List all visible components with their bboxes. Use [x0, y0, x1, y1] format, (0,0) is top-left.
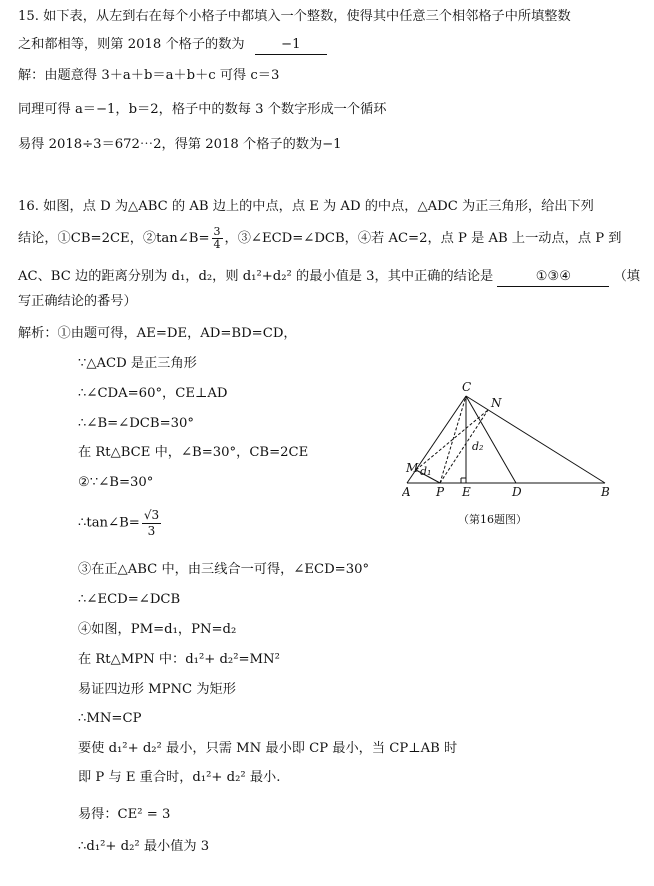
label-p: P [436, 485, 445, 499]
p16-question-part-a: 结论，①CB=2CE，②tan∠B= [18, 231, 210, 246]
tan-fraction-sqrt3-3 [142, 508, 161, 539]
label-m: M [406, 461, 419, 475]
p15-question-line-1: 15. 如下表，从左到右在每个小格子中都填入一个整数，使得其中任意三个相邻格子中所填整数 [18, 9, 571, 24]
p16-solution-line: 易得：CE² = 3 [78, 807, 171, 822]
p16-solution-line: ③在正△ABC 中，由三线合一可得，∠ECD=30° [78, 562, 370, 577]
label-n: N [491, 396, 502, 410]
label-d2: d₂ [472, 440, 484, 453]
p16-question-part-d: （填 [613, 269, 640, 284]
tan-fraction-3-4 [212, 226, 223, 251]
p16-question-line-2 [18, 226, 621, 251]
p16-solution-line: ∴∠B=∠DCB=30° [78, 416, 195, 431]
p16-solution-line: 在 Rt△BCE 中，∠B=30°，CB=2CE [78, 445, 309, 460]
p16-solution-line: 易证四边形 MPNC 为矩形 [78, 682, 236, 697]
fraction-numerator: √3 [143, 508, 160, 522]
label-d: D [512, 485, 522, 499]
segment-cb [466, 396, 605, 483]
p16-answer-blank: ①③④ [497, 268, 609, 287]
p15-question-line-2 [18, 36, 327, 55]
p16-solution-line: ∴∠ECD=∠DCB [78, 592, 181, 607]
label-d1: d₁ [420, 465, 432, 478]
triangle-figure [402, 380, 637, 530]
p15-solution-line-1: 解：由题意得 3＋a＋b＝a＋b＋c 可得 c＝3 [18, 68, 280, 83]
p16-solution-line: ④如图，PM=d₁，PN=d₂ [78, 622, 237, 637]
p16-solution-line: 即 P 与 E 重合时，d₁²+ d₂² 最小. [78, 770, 281, 785]
label-c: C [462, 380, 472, 394]
p16-solution-line: 在 Rt△MPN 中：d₁²+ d₂²=MN² [78, 652, 280, 667]
fraction-numerator: 3 [213, 225, 221, 238]
p16-question-part-b: ，③∠ECD=∠DCB，④若 AC=2，点 P 是 AB 上一动点，点 P 到 [224, 231, 622, 246]
p16-tan-line [78, 508, 161, 539]
p16-solution-line: ∴MN=CP [78, 711, 142, 726]
p16-solution-line: ∴d₁²+ d₂² 最小值为 3 [78, 839, 210, 854]
p16-solution-line: ∵△ACD 是正三角形 [78, 356, 197, 371]
label-a: A [402, 485, 411, 499]
tan-prefix: ∴tan∠B= [78, 515, 140, 531]
triangle-diagram [402, 380, 637, 530]
p16-question-line-4: 写正确结论的番号） [18, 294, 137, 309]
fraction-denominator: 4 [213, 238, 221, 251]
p16-question-line-1: 16. 如图，点 D 为△ABC 的 AB 边上的中点，点 E 为 AD 的中点，△ADC 为正三角形，给出下列 [18, 199, 594, 214]
p15-solution-line-3: 易得 2018÷3＝672⋯2，得第 2018 个格子的数为−1 [18, 137, 342, 152]
fraction-denominator: 3 [147, 524, 156, 538]
p16-solution-line: 解析：①由题可得，AE=DE，AD=BD=CD， [18, 326, 297, 341]
p15-question-text: 之和都相等，则第 2018 个格子的数为 [18, 37, 245, 52]
p16-question-part-c: AC、BC 边的距离分别为 d₁，d₂，则 d₁²+d₂² 的最小值是 3，其中正确的结论是 [18, 269, 494, 284]
figure-caption: （第16题图） [458, 513, 527, 526]
label-b: B [601, 485, 610, 499]
p16-question-line-3 [18, 268, 640, 287]
p15-solution-line-2: 同理可得 a＝−1，b＝2，格子中的数每 3 个数字形成一个循环 [18, 102, 387, 117]
p16-solution-line: ②∵∠B=30° [78, 475, 154, 490]
p16-solution-line: ∴∠CDA=60°，CE⊥AD [78, 386, 228, 401]
p15-answer-blank: −1 [255, 36, 327, 55]
label-e: E [462, 485, 471, 499]
p16-solution-line: 要使 d₁²+ d₂² 最小，只需 MN 最小即 CP 最小，当 CP⊥AB 时 [78, 741, 458, 756]
